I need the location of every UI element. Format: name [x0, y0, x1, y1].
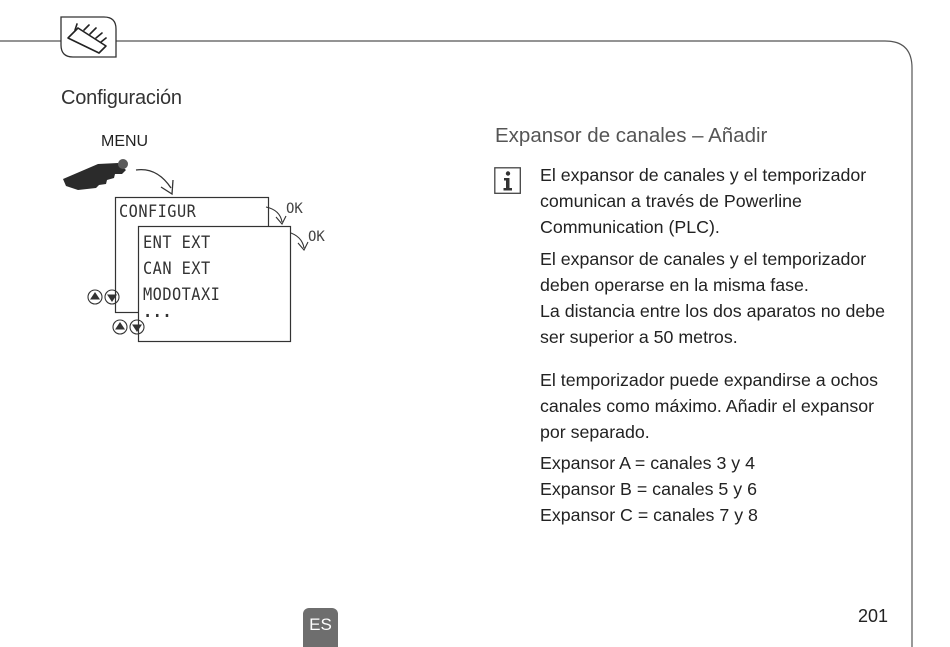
list-item: Expansor A = canales 3 y 4 — [540, 453, 755, 473]
list-item: Expansor B = canales 5 y 6 — [540, 479, 757, 499]
pointing-hand-icon — [63, 159, 128, 190]
page-number: 201 — [858, 606, 889, 626]
lcd-line-modotaxi: MODOTAXI — [143, 285, 221, 305]
paragraph-phase-line1: El expansor de canales y el temporizador deben operarse en la misma fase. — [540, 249, 867, 295]
ok-label-2: OK — [308, 229, 325, 245]
lcd-line-can-ext: CAN EXT — [143, 259, 211, 279]
lcd-line-configur: CONFIGUR — [119, 202, 197, 222]
paragraph-plc — [540, 162, 900, 240]
language-tab: ES — [303, 608, 338, 647]
hand-pointer-icon — [60, 16, 117, 58]
subsection-title: Expansor de canales – Añadir — [495, 124, 768, 147]
paragraph-expand-text: El temporizador puede expandirse a ochos canales como máximo. Añadir el expansor por separado. — [540, 370, 879, 442]
list-item: Expansor C = canales 7 y 8 — [540, 505, 758, 525]
menu-label: MENU — [101, 133, 149, 150]
menu-arrow-icon — [136, 170, 171, 188]
paragraph-plc-text: El expansor de canales y el temporizador comunican a través de Powerline Communication (PLC). — [540, 165, 867, 237]
section-title: Configuración — [61, 87, 182, 109]
lcd-line-ent-ext: ENT EXT — [143, 233, 211, 253]
lcd-ellipsis: ... — [143, 302, 172, 322]
expansor-list — [540, 450, 900, 528]
paragraph-phase — [540, 246, 900, 350]
paragraph-phase-line2: La distancia entre los dos aparatos no debe ser superior a 50 metros. — [540, 301, 885, 347]
info-icon — [494, 167, 522, 200]
paragraph-expand — [540, 367, 900, 445]
ok-label-1: OK — [286, 201, 303, 217]
